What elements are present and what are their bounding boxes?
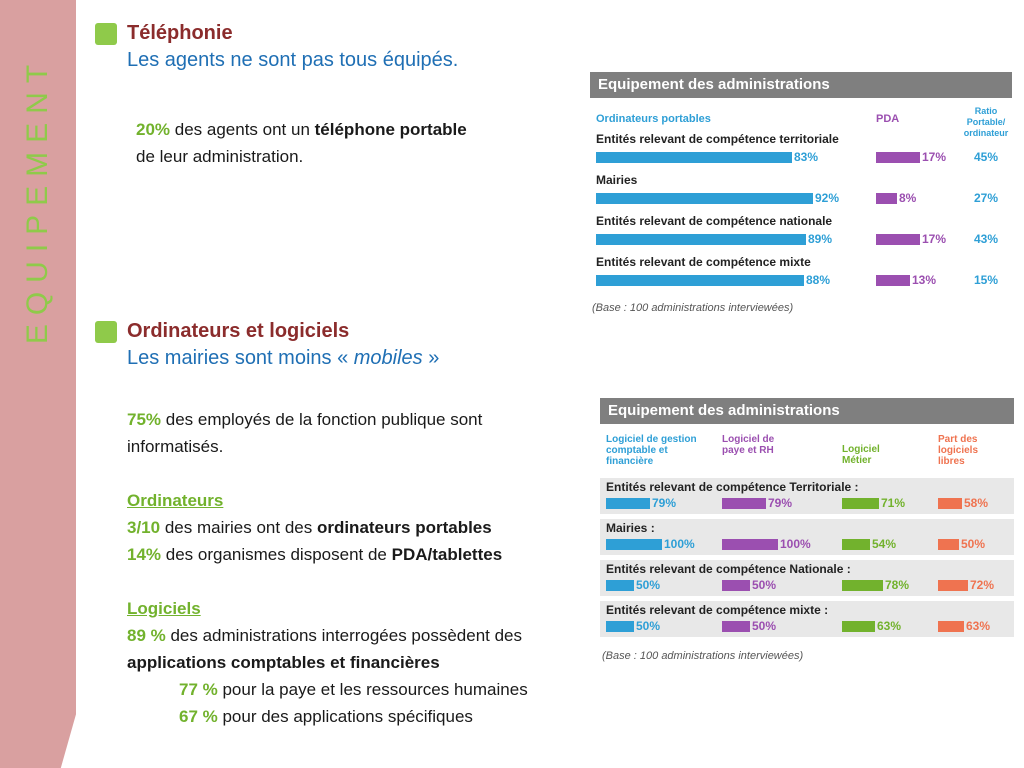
bar-metier xyxy=(842,580,883,591)
value-label-metier: 71% xyxy=(881,496,906,510)
value: 14% xyxy=(127,545,162,564)
chart-title: Equipement des administrations xyxy=(600,398,1014,424)
value-label-portables: 88% xyxy=(806,273,831,287)
bar-portables xyxy=(596,152,792,163)
bar-pda xyxy=(876,193,897,204)
bar-paye xyxy=(722,580,750,591)
column-header-libres: Part des logiciels libres xyxy=(938,434,979,467)
column-header-portables: Ordinateurs portables xyxy=(596,113,711,125)
section-title: Téléphonie xyxy=(127,22,233,44)
chart-title: Equipement des administrations xyxy=(590,72,1012,98)
bar-metier xyxy=(842,498,879,509)
row-label: Mairies xyxy=(596,173,638,187)
section-ordinateurs xyxy=(95,320,439,370)
telephonie-stat xyxy=(136,116,467,170)
row-label: Entités relevant de compétence nationale xyxy=(596,214,833,228)
column-header-ratio: Ratio Portable/ ordinateur xyxy=(963,106,1009,138)
value-label-libres: 72% xyxy=(970,578,995,592)
row-label: Mairies : xyxy=(606,521,655,535)
value-label-pda: 17% xyxy=(922,150,947,164)
bar-paye xyxy=(722,621,750,632)
value-label-comptable: 100% xyxy=(664,537,695,551)
value-label-paye: 50% xyxy=(752,578,777,592)
bar-comptable xyxy=(606,621,634,632)
stat-bold: téléphone portable xyxy=(314,120,467,139)
value: 67 % xyxy=(179,707,218,726)
stat-text-2: de leur administration. xyxy=(136,147,304,166)
square-bullet-icon xyxy=(95,23,117,45)
chart-panel-portables xyxy=(590,72,1012,322)
bar-pda xyxy=(876,152,920,163)
bar-pda xyxy=(876,234,920,245)
value-label-comptable: 79% xyxy=(652,496,677,510)
line-logiciels-bold: applications comptables et financières xyxy=(127,653,440,672)
value-label-ratio: 45% xyxy=(974,150,999,164)
value-label-metier: 63% xyxy=(877,619,902,633)
value-label-metier: 78% xyxy=(885,578,910,592)
bar-metier xyxy=(842,539,870,550)
ordinateurs-body xyxy=(127,406,607,730)
chart-panel-logiciels xyxy=(600,398,1014,668)
text: pour des applications spécifiques xyxy=(217,707,473,726)
square-bullet-icon xyxy=(95,321,117,343)
subtitle-part: Les mairies sont moins « xyxy=(127,347,354,369)
value-label-pda: 8% xyxy=(899,191,917,205)
value-label-comptable: 50% xyxy=(636,619,661,633)
value-label-libres: 63% xyxy=(966,619,991,633)
bar-libres xyxy=(938,580,968,591)
line-ordinateurs-2 xyxy=(127,541,607,568)
column-header-metier: Logiciel Métier xyxy=(842,444,880,466)
bar-metier xyxy=(842,621,875,632)
line-logiciels-2 xyxy=(127,676,607,703)
line-informatises-2: informatisés. xyxy=(127,437,224,456)
bar-pda xyxy=(876,275,910,286)
line-logiciels-3 xyxy=(127,703,607,730)
line-informatises xyxy=(127,406,607,433)
section-subtitle xyxy=(127,347,439,370)
value-label-pda: 13% xyxy=(912,273,937,287)
value-label-paye: 50% xyxy=(752,619,777,633)
subtitle-em: mobiles xyxy=(353,347,423,369)
bar-libres xyxy=(938,498,962,509)
row-label: Entités relevant de compétence mixte : xyxy=(606,603,829,617)
value-label-pda: 17% xyxy=(922,232,947,246)
value-label-paye: 100% xyxy=(780,537,811,551)
text: pour la paye et les ressources humaines xyxy=(217,680,528,699)
bar-portables xyxy=(596,275,804,286)
section-telephonie xyxy=(95,22,458,72)
bar-portables xyxy=(596,193,813,204)
band-title: EQUIPEMENT xyxy=(21,55,54,345)
text: des employés de la fonction publique sont xyxy=(161,410,483,429)
value: 77 % xyxy=(179,680,218,699)
column-header-comptable: Logiciel de gestion comptable et financière xyxy=(606,434,697,467)
bar-paye xyxy=(722,498,766,509)
subtitle-part: » xyxy=(422,347,440,369)
bold: ordinateurs portables xyxy=(316,518,492,537)
value-label-portables: 92% xyxy=(815,191,840,205)
line-logiciels-1 xyxy=(127,622,607,649)
row-label: Entités relevant de compétence Territoriale : xyxy=(606,480,859,494)
bold: PDA/tablettes xyxy=(391,545,503,564)
section-title: Ordinateurs et logiciels xyxy=(127,320,350,342)
stat-text: des agents ont un xyxy=(170,120,315,139)
column-header-paye: Logiciel de paye et RH xyxy=(722,434,775,456)
value: 89 % xyxy=(127,626,166,645)
bar-portables xyxy=(596,234,806,245)
line-ordinateurs-1 xyxy=(127,514,607,541)
value-label-metier: 54% xyxy=(872,537,897,551)
bar-comptable xyxy=(606,580,634,591)
chart-note: (Base : 100 administrations interviewées) xyxy=(602,650,804,662)
text: des mairies ont des xyxy=(160,518,317,537)
logiciels-heading: Logiciels xyxy=(127,599,201,618)
chart-note: (Base : 100 administrations interviewées) xyxy=(592,302,794,314)
value-label-ratio: 15% xyxy=(974,273,999,287)
value-label-ratio: 27% xyxy=(974,191,999,205)
column-header-pda: PDA xyxy=(876,113,900,125)
text: des organismes disposent de xyxy=(161,545,392,564)
bar-comptable xyxy=(606,539,662,550)
text: des administrations interrogées possèdent des xyxy=(165,626,523,645)
bar-libres xyxy=(938,621,964,632)
ordinateurs-heading: Ordinateurs xyxy=(127,491,224,510)
value-label-portables: 83% xyxy=(794,150,819,164)
value-label-libres: 58% xyxy=(964,496,989,510)
value: 75% xyxy=(127,410,162,429)
value-label-ratio: 43% xyxy=(974,232,999,246)
row-label: Entités relevant de compétence mixte xyxy=(596,255,811,269)
row-label: Entités relevant de compétence Nationale : xyxy=(606,562,851,576)
value-label-paye: 79% xyxy=(768,496,793,510)
value-label-libres: 50% xyxy=(961,537,986,551)
row-label: Entités relevant de compétence territoriale xyxy=(596,132,839,146)
value-label-comptable: 50% xyxy=(636,578,661,592)
bar-comptable xyxy=(606,498,650,509)
bar-libres xyxy=(938,539,959,550)
bar-paye xyxy=(722,539,778,550)
value-label-portables: 89% xyxy=(808,232,833,246)
stat-value: 20% xyxy=(136,120,171,139)
section-subtitle: Les agents ne sont pas tous équipés. xyxy=(127,49,459,71)
value: 3/10 xyxy=(127,518,161,537)
